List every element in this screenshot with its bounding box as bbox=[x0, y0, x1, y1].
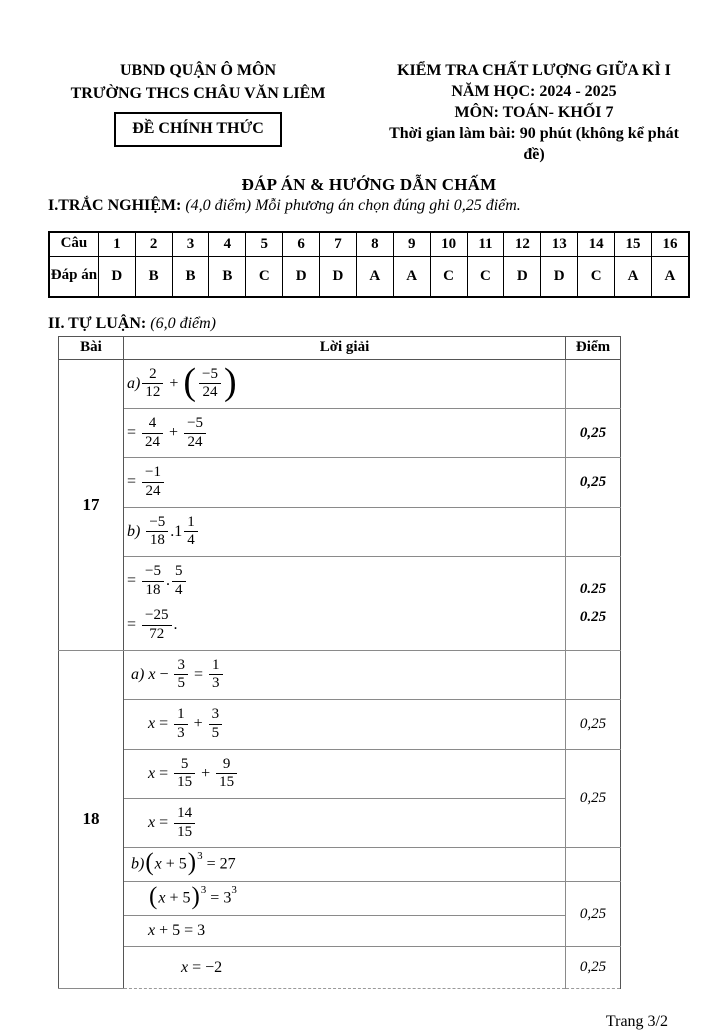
math-text: = bbox=[127, 571, 141, 589]
fraction-denominator: 72 bbox=[142, 625, 171, 644]
points-cell bbox=[566, 557, 621, 651]
math-exponent: 3 bbox=[200, 884, 207, 897]
fraction-numerator: 1 bbox=[177, 706, 185, 723]
fraction-numerator: −5 bbox=[149, 513, 166, 530]
mc-question-number: 5 bbox=[246, 232, 283, 257]
math-variable: a) bbox=[127, 374, 141, 392]
fraction-numerator: 5 bbox=[180, 755, 189, 772]
math-line bbox=[124, 653, 563, 697]
math-line bbox=[124, 801, 563, 845]
math-variable: x bbox=[181, 958, 189, 976]
mc-answer-cell: D bbox=[320, 256, 357, 297]
fraction-numerator: 1 bbox=[187, 513, 195, 530]
solution-cell bbox=[124, 557, 566, 651]
math-line bbox=[124, 603, 563, 647]
fraction-denominator: 15 bbox=[216, 773, 237, 792]
mc-answer-cell: B bbox=[135, 256, 172, 297]
fraction-numerator: −25 bbox=[145, 607, 169, 624]
solution-cell bbox=[124, 848, 566, 882]
fraction bbox=[174, 706, 188, 742]
points-value: 0,25 bbox=[579, 959, 607, 976]
solution-row bbox=[59, 557, 621, 651]
solution-cell bbox=[124, 507, 566, 556]
points-cell bbox=[566, 848, 621, 882]
fraction-denominator: 18 bbox=[146, 531, 168, 550]
mc-question-number: 6 bbox=[283, 232, 320, 257]
math-variable: x bbox=[148, 922, 156, 940]
big-paren: ) bbox=[223, 360, 237, 403]
math-text: = bbox=[127, 473, 141, 491]
fraction-denominator: 24 bbox=[142, 482, 164, 501]
fraction-denominator: 24 bbox=[142, 433, 163, 452]
math-text: = 27 bbox=[202, 855, 236, 873]
points-cell bbox=[566, 947, 621, 989]
exam-title: KIỂM TRA CHẤT LƯỢNG GIỮA KÌ I bbox=[397, 62, 671, 79]
fraction-denominator: 5 bbox=[174, 674, 188, 693]
math-text: . bbox=[173, 616, 178, 634]
math-text: = bbox=[127, 423, 141, 441]
problem-number: 18 bbox=[59, 650, 124, 988]
fraction-denominator: 24 bbox=[184, 433, 206, 452]
mc-answer-cell: D bbox=[283, 256, 320, 297]
math-variable: b) bbox=[127, 522, 141, 540]
medium-paren: ( bbox=[149, 882, 158, 910]
solution-cell bbox=[124, 882, 566, 916]
points-cell bbox=[566, 650, 621, 699]
math-text: = 3 bbox=[206, 889, 232, 907]
mc-question-number: 2 bbox=[135, 232, 172, 257]
math-text: + bbox=[189, 715, 207, 733]
math-line bbox=[124, 918, 563, 944]
mc-answer-header: Đáp án bbox=[49, 256, 98, 297]
math-text: + 5 bbox=[161, 855, 187, 873]
solution-row bbox=[59, 947, 621, 989]
solution-row bbox=[59, 650, 621, 699]
math-line bbox=[124, 362, 563, 406]
solution-cell bbox=[124, 916, 566, 947]
mc-answer-cell: C bbox=[578, 256, 615, 297]
math-variable: x bbox=[158, 889, 166, 907]
fraction-denominator: 4 bbox=[172, 581, 186, 600]
math-line bbox=[124, 510, 563, 554]
mc-question-number: 14 bbox=[578, 232, 615, 257]
fraction bbox=[142, 607, 171, 643]
section-i-note: (4,0 điểm) Mỗi phương án chọn đúng ghi 0,25 điểm. bbox=[181, 196, 521, 214]
math-text: + bbox=[165, 423, 183, 441]
points-value: 0,25 bbox=[579, 715, 607, 732]
math-line bbox=[124, 702, 563, 746]
math-text: . bbox=[166, 571, 170, 589]
math-text: − bbox=[155, 665, 173, 683]
math-text bbox=[140, 523, 144, 540]
fraction-denominator: 15 bbox=[174, 823, 195, 842]
points-value: 0,25 bbox=[579, 789, 607, 806]
points-value: 0.25 bbox=[579, 580, 607, 597]
points-value: 0,25 bbox=[579, 473, 607, 490]
points-cell bbox=[566, 507, 621, 556]
fraction-numerator: −1 bbox=[145, 464, 161, 481]
math-text: .1 bbox=[170, 522, 183, 540]
school-block bbox=[48, 60, 348, 147]
solution-row bbox=[59, 848, 621, 882]
fraction-denominator: 3 bbox=[209, 674, 223, 693]
mc-answer-cell: D bbox=[541, 256, 578, 297]
problem-number: 17 bbox=[59, 359, 124, 650]
fraction-numerator: 2 bbox=[149, 365, 157, 382]
solution-cell bbox=[124, 458, 566, 507]
mc-question-number: 8 bbox=[356, 232, 393, 257]
solution-cell bbox=[124, 749, 566, 798]
fraction-numerator: 4 bbox=[148, 414, 157, 431]
math-line bbox=[124, 884, 563, 913]
math-text: + bbox=[197, 764, 215, 782]
mc-question-number: 16 bbox=[651, 232, 689, 257]
fraction-numerator: −5 bbox=[145, 563, 161, 580]
math-line bbox=[124, 559, 563, 603]
document-header bbox=[48, 60, 690, 166]
mc-answer-cell: A bbox=[615, 256, 652, 297]
page-title: ĐÁP ÁN & HƯỚNG DẪN CHẤM bbox=[241, 174, 497, 194]
fraction-numerator: 9 bbox=[222, 755, 231, 772]
fraction-denominator: 18 bbox=[142, 581, 164, 600]
mc-question-number: 11 bbox=[467, 232, 504, 257]
mc-answer-cell: D bbox=[504, 256, 541, 297]
solution-column-header-0: Bài bbox=[59, 336, 124, 359]
fraction-denominator: 5 bbox=[209, 724, 223, 743]
solution-row bbox=[59, 359, 621, 408]
solution-table-body bbox=[59, 336, 621, 989]
mc-answer-table-body bbox=[49, 232, 689, 297]
mc-answer-cell: D bbox=[98, 256, 135, 297]
points-value: 0.25 bbox=[579, 608, 607, 625]
math-text: = bbox=[127, 616, 141, 634]
mc-question-row bbox=[49, 232, 689, 257]
math-text: + bbox=[165, 374, 183, 392]
mc-question-number: 15 bbox=[615, 232, 652, 257]
solution-row bbox=[59, 882, 621, 916]
solution-cell bbox=[124, 359, 566, 408]
solution-cell bbox=[124, 650, 566, 699]
mc-question-number: 7 bbox=[320, 232, 357, 257]
math-line bbox=[124, 850, 563, 879]
subject-grade: MÔN: TOÁN- KHỐI 7 bbox=[454, 104, 614, 122]
fraction bbox=[174, 657, 188, 693]
solution-row bbox=[59, 408, 621, 457]
fraction-numerator: 14 bbox=[177, 804, 193, 821]
math-variable: b) bbox=[131, 855, 145, 873]
fraction bbox=[184, 514, 198, 550]
math-text: + 5 = 3 bbox=[155, 922, 206, 940]
solution-cell bbox=[124, 947, 566, 989]
section-i-heading bbox=[48, 197, 690, 215]
section-ii-note: (6,0 điểm) bbox=[146, 314, 216, 332]
fraction-numerator: −5 bbox=[202, 365, 218, 382]
math-line bbox=[124, 955, 563, 981]
math-text: = bbox=[155, 715, 173, 733]
solution-cell bbox=[124, 798, 566, 847]
points-cell bbox=[566, 458, 621, 507]
fraction bbox=[216, 756, 237, 792]
solution-cell bbox=[124, 408, 566, 457]
mc-question-number: 1 bbox=[98, 232, 135, 257]
medium-paren: ) bbox=[187, 848, 197, 876]
fraction-numerator: 1 bbox=[212, 656, 220, 673]
mc-question-header: Câu bbox=[49, 232, 98, 257]
fraction bbox=[184, 415, 206, 451]
points-cell bbox=[566, 749, 621, 848]
school-year: NĂM HỌC: 2024 - 2025 bbox=[451, 83, 617, 101]
points-value: 0,25 bbox=[579, 424, 607, 441]
mc-answer-cell: A bbox=[651, 256, 689, 297]
big-paren: ( bbox=[183, 360, 197, 403]
section-ii-heading bbox=[48, 315, 690, 333]
math-variable: a) x bbox=[131, 665, 156, 683]
solution-row bbox=[59, 458, 621, 507]
fraction bbox=[199, 366, 221, 402]
mc-question-number: 4 bbox=[209, 232, 246, 257]
math-text: = −2 bbox=[188, 958, 223, 976]
solution-row bbox=[59, 749, 621, 798]
fraction-denominator: 3 bbox=[174, 724, 188, 743]
math-text: = bbox=[155, 764, 173, 782]
fraction-numerator: 3 bbox=[177, 656, 185, 673]
fraction bbox=[142, 563, 164, 599]
math-variable: x bbox=[148, 715, 156, 733]
fraction-numerator: 3 bbox=[211, 706, 220, 723]
mc-answer-cell: C bbox=[467, 256, 504, 297]
math-text: = bbox=[189, 665, 207, 683]
school-name: TRƯỜNG THCS CHÂU VĂN LIÊM bbox=[70, 84, 326, 102]
math-variable: x bbox=[154, 855, 162, 873]
solution-column-header-1: Lời giải bbox=[124, 336, 566, 359]
math-text: + 5 bbox=[165, 889, 191, 907]
fraction-denominator: 12 bbox=[142, 383, 163, 402]
math-variable: x bbox=[148, 813, 156, 831]
solution-row bbox=[59, 507, 621, 556]
math-line bbox=[124, 460, 563, 504]
mc-answer-cell: B bbox=[209, 256, 246, 297]
solution-table bbox=[58, 336, 621, 990]
fraction bbox=[142, 415, 163, 451]
solution-column-header-2: Điểm bbox=[566, 336, 621, 359]
fraction-denominator: 4 bbox=[184, 531, 198, 550]
mc-question-number: 12 bbox=[504, 232, 541, 257]
math-line bbox=[124, 411, 563, 455]
mc-question-number: 13 bbox=[541, 232, 578, 257]
math-text: = bbox=[155, 813, 173, 831]
exam-duration: Thời gian làm bài: 90 phút (không kể phát đề) bbox=[389, 125, 679, 164]
points-cell bbox=[566, 359, 621, 408]
mc-answer-cell: A bbox=[356, 256, 393, 297]
medium-paren: ) bbox=[191, 882, 200, 910]
fraction bbox=[174, 756, 195, 792]
exam-info-block bbox=[378, 60, 690, 166]
math-exponent: 3 bbox=[197, 850, 203, 863]
fraction bbox=[174, 805, 195, 841]
points-value: 0,25 bbox=[579, 905, 607, 922]
mc-question-number: 10 bbox=[430, 232, 467, 257]
mc-question-number: 3 bbox=[172, 232, 209, 257]
mc-answer-cell: B bbox=[172, 256, 209, 297]
fraction bbox=[209, 706, 223, 742]
authority-name: UBND QUẬN Ô MÔN bbox=[120, 62, 276, 79]
points-cell bbox=[566, 882, 621, 947]
fraction bbox=[142, 464, 164, 500]
points-cell bbox=[566, 700, 621, 749]
section-i-label: I.TRẮC NGHIỆM: bbox=[48, 196, 182, 214]
mc-question-number: 9 bbox=[393, 232, 430, 257]
fraction-numerator: 5 bbox=[175, 563, 183, 580]
solution-row bbox=[59, 700, 621, 749]
math-variable: x bbox=[148, 764, 156, 782]
page-footer: Trang 3/2 bbox=[605, 1013, 668, 1031]
medium-paren: ( bbox=[145, 848, 154, 876]
fraction bbox=[146, 514, 168, 550]
mc-answer-cell: C bbox=[246, 256, 283, 297]
fraction-numerator: −5 bbox=[187, 414, 204, 431]
fraction bbox=[142, 366, 163, 402]
solution-header-row bbox=[59, 336, 621, 359]
mc-answer-cell: A bbox=[393, 256, 430, 297]
mc-answer-cell: C bbox=[430, 256, 467, 297]
fraction-denominator: 15 bbox=[174, 773, 195, 792]
fraction bbox=[172, 563, 186, 599]
section-ii-label: II. TỰ LUẬN: bbox=[48, 314, 147, 332]
math-line bbox=[124, 752, 563, 796]
solution-row bbox=[59, 798, 621, 847]
official-exam-stamp: ĐỀ CHÍNH THỨC bbox=[114, 112, 282, 147]
mc-answer-row bbox=[49, 256, 689, 297]
solution-row bbox=[59, 916, 621, 947]
fraction bbox=[209, 657, 223, 693]
points-cell bbox=[566, 408, 621, 457]
solution-cell bbox=[124, 700, 566, 749]
mc-answer-table bbox=[48, 231, 690, 298]
math-exponent: 3 bbox=[231, 884, 237, 897]
fraction-denominator: 24 bbox=[199, 383, 221, 402]
